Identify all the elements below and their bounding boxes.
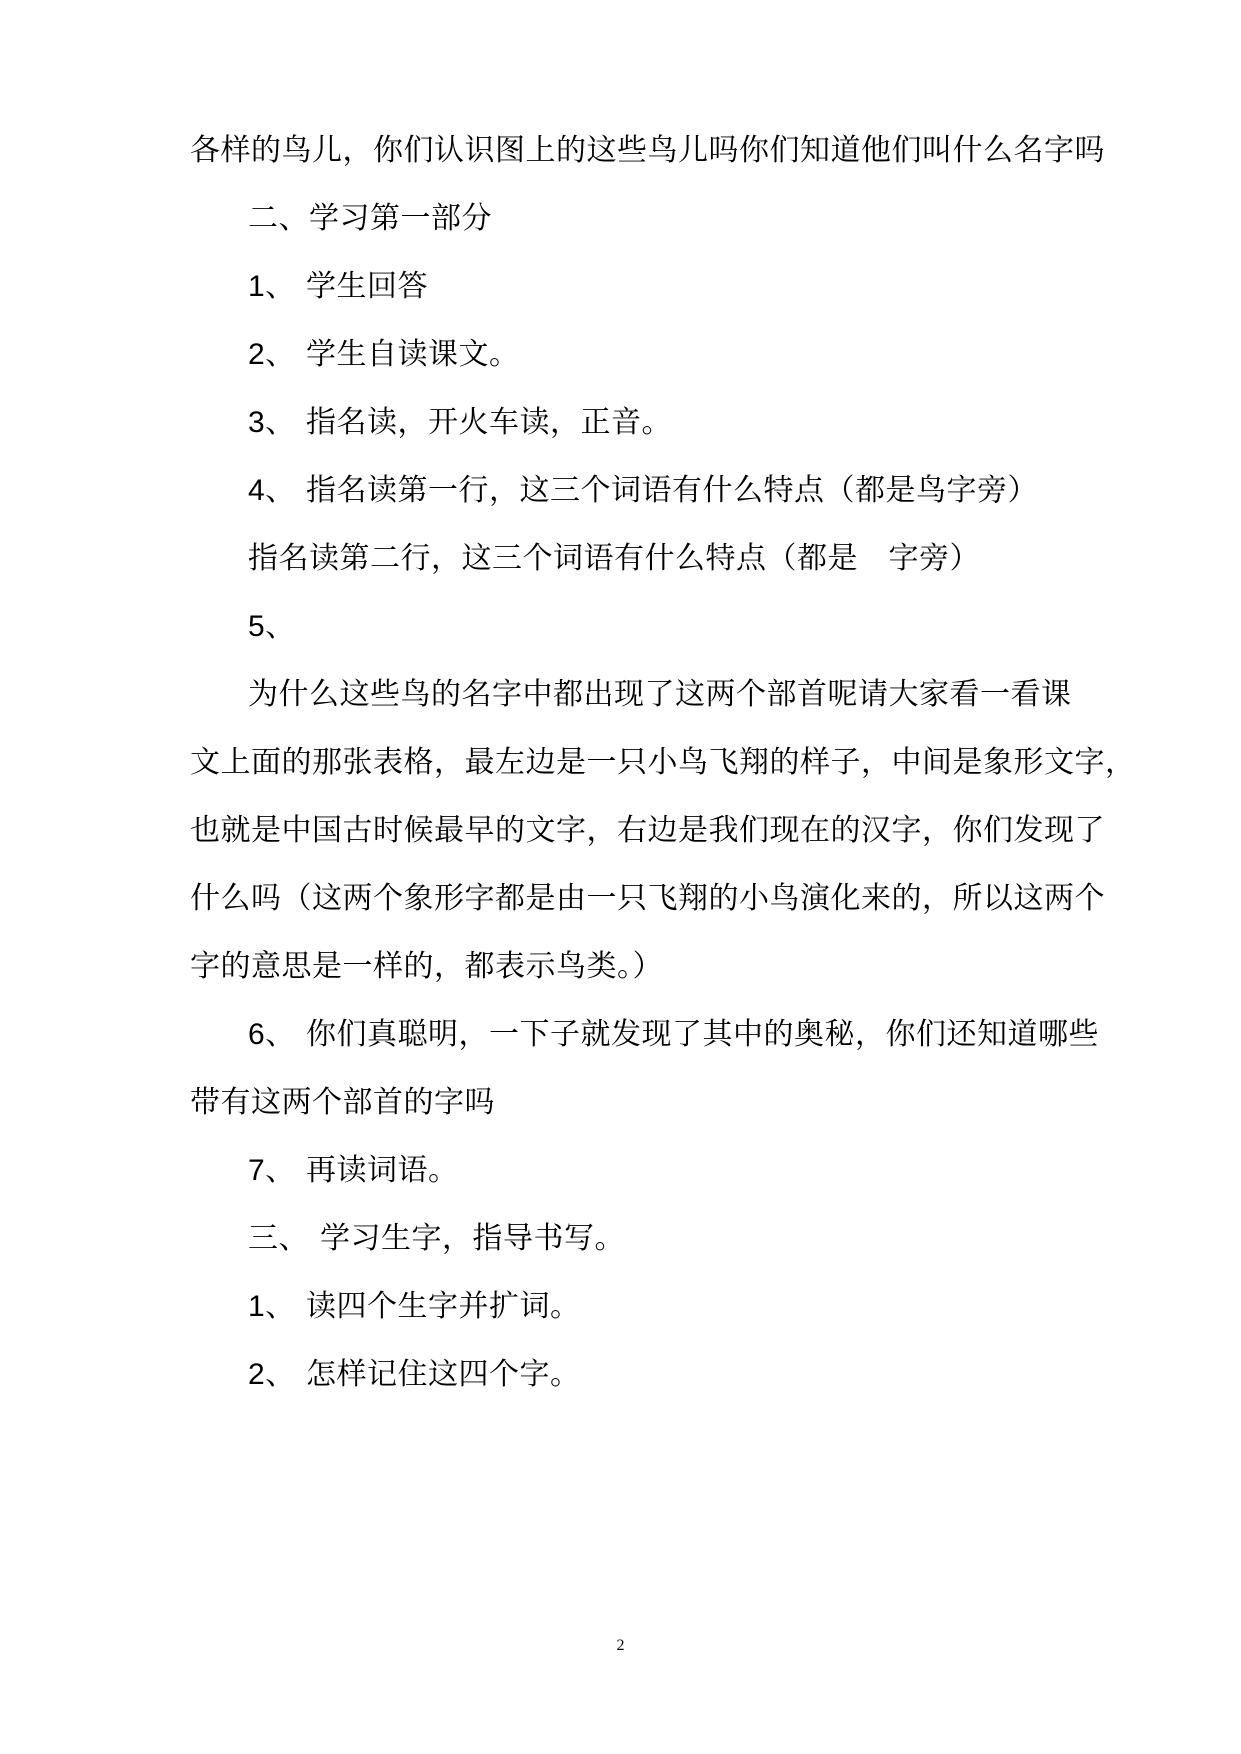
line-text: 二、学习第一部分 [248, 201, 492, 236]
paragraph-line [248, 539, 1060, 579]
list-item-text: 再读词语。 [306, 1153, 459, 1188]
paragraph-line [248, 675, 1072, 715]
page-number: 2 [616, 1637, 625, 1654]
list-item-number: 3、 [248, 406, 296, 439]
section-heading [248, 199, 1060, 239]
paragraph-line [190, 1083, 1060, 1123]
line-text: 带有这两个部首的字吗 [190, 1085, 495, 1120]
paragraph-line [190, 811, 1105, 851]
list-item [248, 1015, 1099, 1055]
paragraph-line [190, 879, 1105, 919]
list-item-text: 你们真聪明，一下子就发现了其中的奥秘，你们还知道哪些 [306, 1017, 1099, 1052]
list-item [248, 403, 1060, 443]
list-item-text: 学生自读课文。 [306, 337, 520, 372]
list-item-number: 6、 [248, 1018, 296, 1051]
list-item [248, 607, 1060, 647]
line-text: 什么吗（这两个象形字都是由一只飞翔的小鸟演化来的，所以这两个 [190, 881, 1105, 916]
list-item-number: 7、 [248, 1154, 296, 1187]
line-text: 指名读第二行，这三个词语有什么特点（都是 字旁） [248, 541, 980, 576]
list-item [248, 267, 1060, 307]
list-item [248, 335, 1060, 375]
paragraph-line [190, 947, 1060, 987]
line-text: 各样的鸟儿，你们认识图上的这些鸟儿吗你们知道他们叫什么名字吗 [190, 133, 1105, 168]
list-item-number: 5、 [248, 610, 296, 643]
section-heading-text: 学习生字，指导书写。 [320, 1221, 625, 1256]
list-item [248, 1355, 1060, 1395]
list-item [248, 1151, 1060, 1191]
list-item-text: 学生回答 [306, 269, 428, 304]
list-item-text: 怎样记住这四个字。 [306, 1357, 581, 1392]
section-number: 三、 [248, 1222, 309, 1255]
line-text: 为什么这些鸟的名字中都出现了这两个部首呢请大家看一看课 [248, 677, 1072, 712]
list-item-number: 4、 [248, 474, 296, 507]
line-text: 字的意思是一样的，都表示鸟类。） [190, 949, 663, 984]
list-item-number: 1、 [248, 1290, 296, 1323]
list-item-text: 指名读，开火车读，正音。 [306, 405, 672, 440]
list-item-number: 2、 [248, 1358, 296, 1391]
line-text: 文上面的那张表格，最左边是一只小鸟飞翔的样子，中间是象形文字， [190, 745, 1136, 780]
list-item-text: 读四个生字并扩词。 [306, 1289, 581, 1324]
list-item-number: 2、 [248, 338, 296, 371]
list-item [248, 1287, 1060, 1327]
line-text: 也就是中国古时候最早的文字，右边是我们现在的汉字，你们发现了 [190, 813, 1105, 848]
list-item-number: 1、 [248, 270, 296, 303]
paragraph-line [190, 131, 1105, 171]
list-item [248, 471, 1060, 511]
paragraph-line [190, 743, 1136, 783]
section-heading [248, 1219, 1060, 1259]
list-item-text: 指名读第一行，这三个词语有什么特点（都是鸟字旁） [306, 473, 1038, 508]
